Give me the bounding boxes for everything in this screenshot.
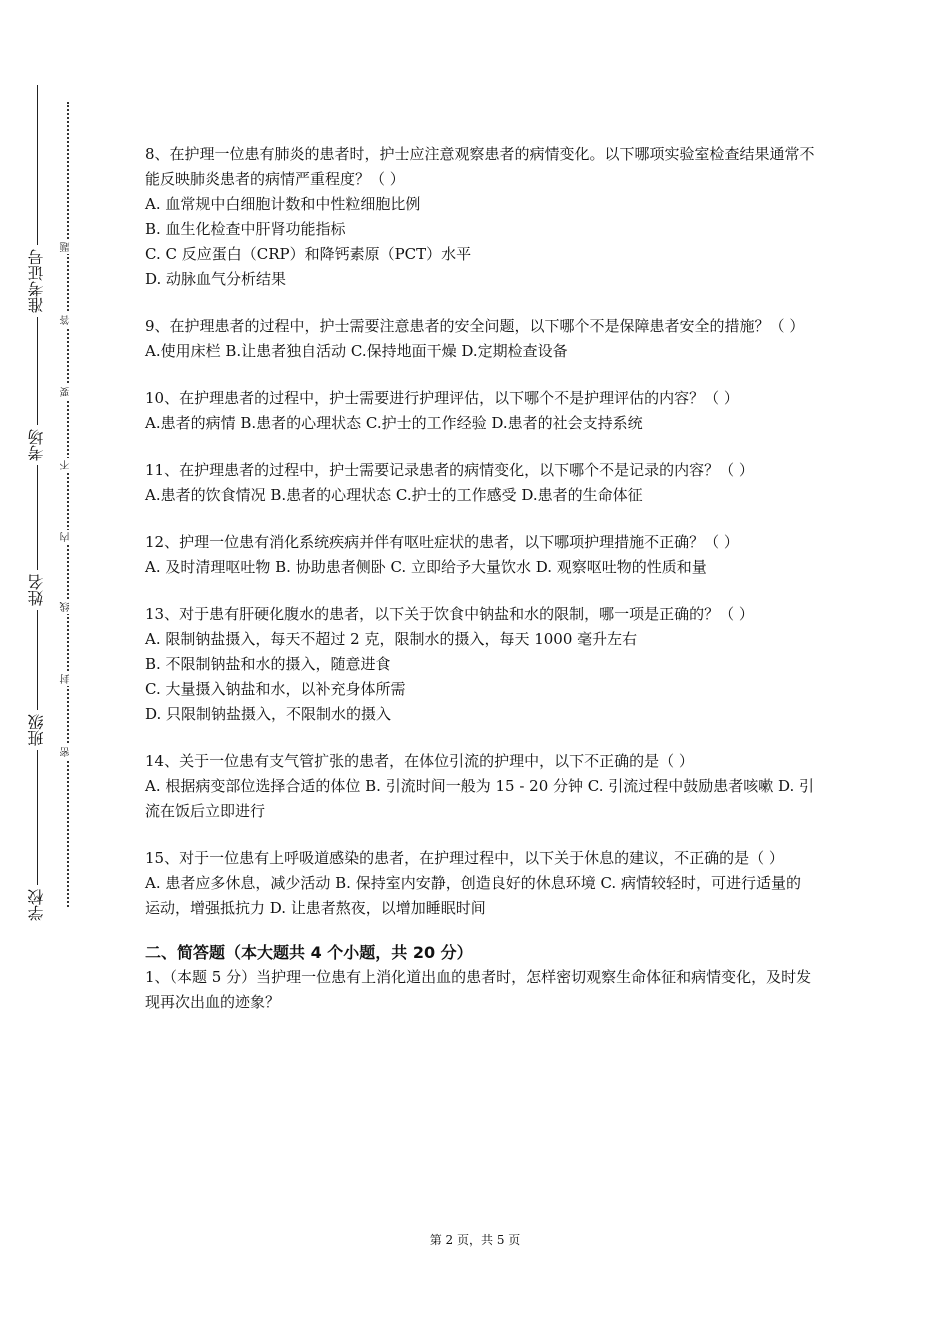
question-stem: 9、在护理患者的过程中，护士需要注意患者的安全问题，以下哪个不是保障患者安全的措施？（ ） [145,317,805,335]
options-line: A.患者的病情 B.患者的心理状态 C.护士的工作经验 D.患者的社会支持系统 [145,414,643,432]
question-10 [145,386,815,436]
option-b: B. 不限制钠盐和水的摄入，随意进食 [145,655,391,673]
question-14 [145,749,815,824]
seal-char: 封 [58,672,76,686]
seal-char: 要 [58,385,76,399]
question-11 [145,458,815,508]
question-12 [145,530,815,580]
field-class: 班级 [22,710,52,750]
option-a: A. 血常规中白细胞计数和中性粒细胞比例 [145,195,421,213]
option-c: C. 大量摄入钠盐和水，以补充身体所需 [145,680,406,698]
question-stem: 14、关于一位患有支气管扩张的患者，在体位引流的护理中，以下不正确的是（ ） [145,752,694,770]
seal-char: 内 [58,530,76,544]
question-15 [145,846,815,921]
option-d: D. 动脉血气分析结果 [145,270,287,288]
question-stem: 15、对于一位患有上呼吸道感染的患者，在护理过程中，以下关于休息的建议，不正确的是（ ） [145,849,784,867]
question-stem: 10、在护理患者的过程中，护士需要进行护理评估，以下哪个不是护理评估的内容？（ ） [145,389,739,407]
field-name: 姓名 [22,570,52,610]
field-exam-id: 准考证号 [22,245,52,317]
option-c: C. C 反应蛋白（CRP）和降钙素原（PCT）水平 [145,245,472,263]
question-8 [145,142,815,292]
question-stem: 12、护理一位患有消化系统疾病并伴有呕吐症状的患者，以下哪项护理措施不正确？（ ） [145,533,739,551]
section-title: 二、简答题（本大题共 4 个小题，共 20 分） [145,943,473,962]
question-13 [145,602,815,727]
options-line: A. 根据病变部位选择合适的体位 B. 引流时间一般为 15 - 20 分钟 C. 引流过程中鼓励患者咳嗽 D. 引流在饭后立即进行 [145,777,815,820]
short-answer-question-1: 1、（本题 5 分）当护理一位患有上消化道出血的患者时，怎样密切观察生命体征和病情变化，及时发现再次出血的迹象？ [145,968,812,1011]
question-content [145,142,815,1015]
seal-dotted-line [67,102,69,907]
question-9 [145,314,815,364]
seal-char: 题 [58,240,76,254]
seal-char: 答 [58,313,76,327]
binding-margin [0,0,100,1344]
question-stem: 8、在护理一位患有肺炎的患者时，护士应注意观察患者的病情变化。以下哪项实验室检查结果通常不能反映肺炎患者的病情严重程度？（ ） [145,145,815,188]
seal-char: 不 [58,458,76,472]
seal-char: 密 [58,745,76,759]
field-exam-room: 考场 [22,425,52,465]
field-school: 学校 [22,885,52,925]
option-b: B. 血生化检查中肝肾功能指标 [145,220,346,238]
page-number: 第 2 页，共 5 页 [429,1233,521,1247]
options-line: A.患者的饮食情况 B.患者的心理状态 C.护士的工作感受 D.患者的生命体征 [145,486,643,504]
question-stem: 13、对于患有肝硬化腹水的患者，以下关于饮食中钠盐和水的限制，哪一项是正确的？（ ） [145,605,754,623]
options-line: A. 患者应多休息，减少活动 B. 保持室内安静，创造良好的休息环境 C. 病情较轻时，可进行适量的运动，增强抵抗力 D. 让患者熬夜，以增加睡眠时间 [145,874,801,917]
seal-char: 线 [58,600,76,614]
options-line: A. 及时清理呕吐物 B. 协助患者侧卧 C. 立即给予大量饮水 D. 观察呕吐物的性质和量 [145,558,707,576]
option-d: D. 只限制钠盐摄入，不限制水的摄入 [145,705,392,723]
binding-solid-line [37,85,38,925]
option-a: A. 限制钠盐摄入，每天不超过 2 克，限制水的摄入，每天 1000 毫升左右 [145,630,638,648]
question-stem: 11、在护理患者的过程中，护士需要记录患者的病情变化，以下哪个不是记录的内容？（ ） [145,461,754,479]
options-line: A.使用床栏 B.让患者独自活动 C.保持地面干燥 D.定期检查设备 [145,342,568,360]
